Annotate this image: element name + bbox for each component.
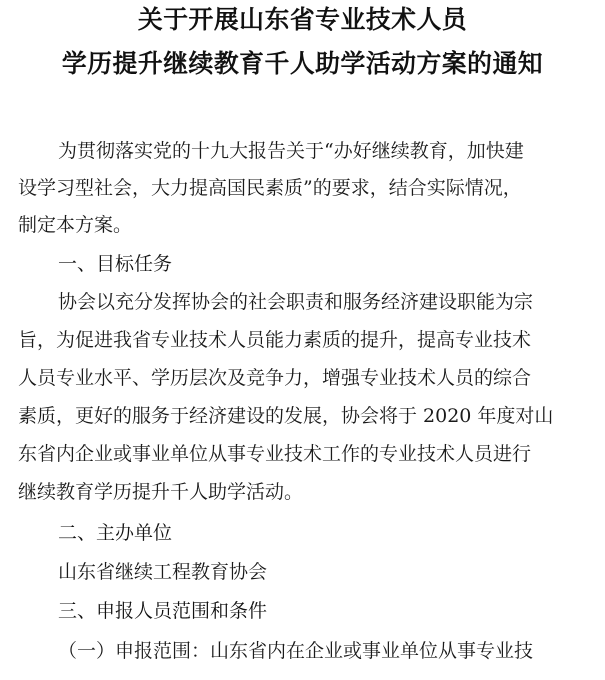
section3-line-1: （一）申报范围：山东省内在企业或事业单位从事专业技 [58,640,534,662]
section1-line-4: 素质，更好的服务于经济建设的发展，协会将于 2020 年度对山 [18,405,554,427]
intro-line-3: 制定本方案。 [18,214,133,236]
section1-line-5: 东省内企业或事业单位从事专业技术工作的专业技术人员进行 [18,443,532,465]
section-heading-goals: 一、目标任务 [58,253,173,275]
intro-line-2: 设学习型社会，大力提高国民素质”的要求，结合实际情况， [18,177,522,199]
section1-line-2: 旨，为促进我省专业技术人员能力素质的提升，提高专业技术 [18,329,532,351]
section1-line-6: 继续教育学历提升千人助学活动。 [18,481,304,503]
section2-line-1: 山东省继续工程教育协会 [58,561,268,583]
section1-line-1: 协会以充分发挥协会的社会职责和服务经济建设职能为宗 [58,291,534,313]
intro-line-1: 为贯彻落实党的十九大报告关于“办好继续教育，加快建 [58,140,524,162]
document-title-line-2: 学历提升继续教育千人助学活动方案的通知 [61,49,544,78]
section1-line-3: 人员专业水平、学历层次及竞争力，增强专业技术人员的综合 [18,367,532,389]
section-heading-applicants: 三、申报人员范围和条件 [58,600,268,622]
document-title-line-1: 关于开展山东省专业技术人员 [137,5,468,34]
section-heading-organizer: 二、主办单位 [58,522,173,544]
